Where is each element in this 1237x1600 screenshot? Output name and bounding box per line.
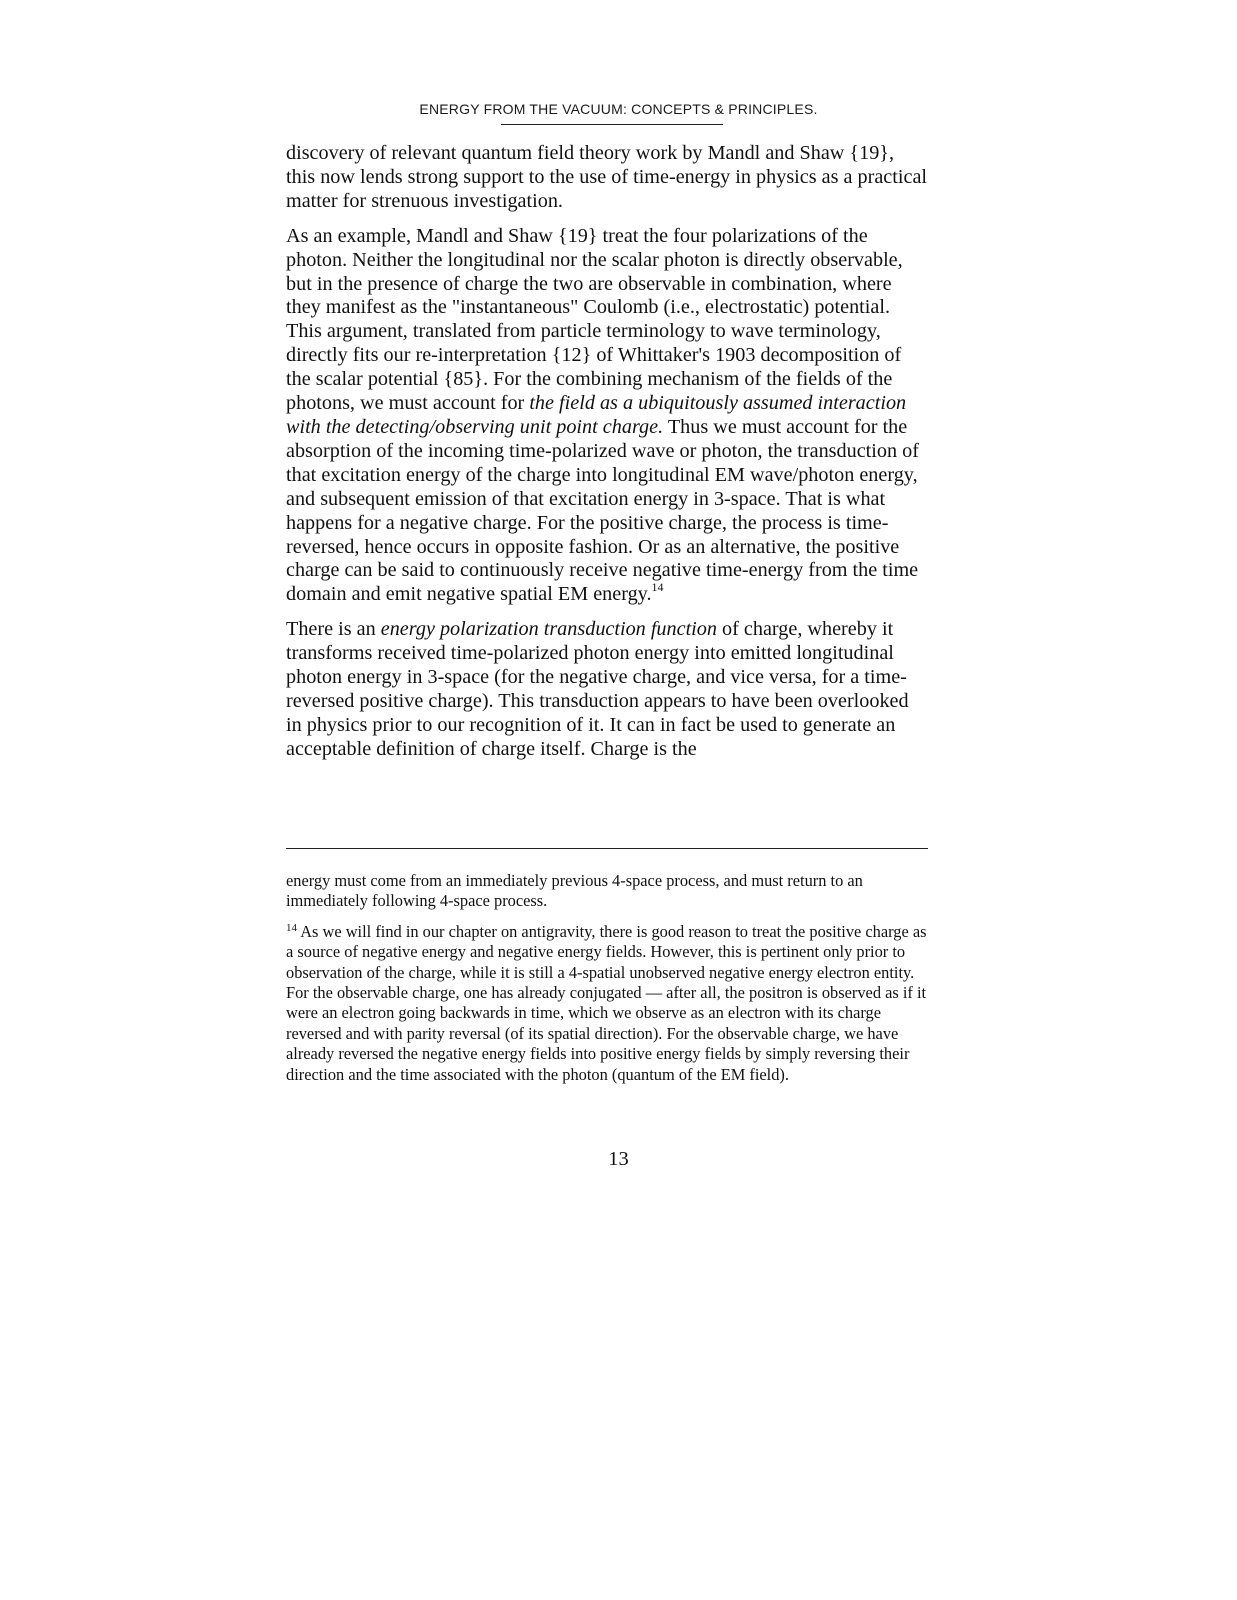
footnote-14 <box>286 922 928 1085</box>
running-header <box>0 101 1237 117</box>
footnote-continued-text: energy must come from an immediately previous 4-space process, and must return to an immediately following 4-space process. <box>286 871 863 911</box>
paragraph-3-text-b: of charge, whereby it transforms received time-polarized photon energy into emitted longitudinal photon energy in 3-space (for the negative charge, and vice versa, for a time-reversed positive charge). This transduction appears to have been overlooked in physics prior to our recognition of it. It can in fact be used to generate an acceptable definition of charge itself. Charge is the <box>286 618 909 760</box>
paragraph-2 <box>286 225 928 608</box>
running-header-title: ENERGY FROM THE VACUUM: CONCEPTS & PRINCIPLES. <box>419 101 818 117</box>
footnote-14-number: 14 <box>286 921 297 934</box>
footnote-separator <box>286 848 928 849</box>
paragraph-3-emphasis: energy polarization transduction function <box>380 618 717 641</box>
paragraph-2-emphasis: the field as a ubiquitously assumed interaction with the detecting/observing unit point charge. <box>286 392 907 438</box>
main-body-text <box>286 142 928 773</box>
header-rule <box>501 124 723 125</box>
paragraph-1-text: discovery of relevant quantum field theory work by Mandl and Shaw {19}, this now lends strong support to the use of time-energy in physics as a practical matter for strenuous investigation. <box>286 142 928 212</box>
page-number-text: 13 <box>608 1148 629 1170</box>
paragraph-3 <box>286 618 928 761</box>
paragraph-2-text-b: Thus we must account for the absorption of the incoming time-polarized wave or photon, the transduction of that excitation energy of the charge into longitudinal EM wave/photon energy, and subsequent emission of that excitation energy in 3-space. That is what happens for a negative charge. For the positive charge, the process is time-reversed, hence occurs in opposite fashion. Or as an alternative, the positive charge can be said to continuously receive negative time-energy from the time domain and emit negative spatial EM energy. <box>286 415 919 606</box>
footnotes <box>286 871 928 1095</box>
footnote-continued <box>286 871 928 912</box>
footnote-14-text: As we will find in our chapter on antigravity, there is good reason to treat the positive charge as a source of negative energy and negative energy fields. However, this is pertinent only prior to observation of the charge, while it is still a 4-spatial unobserved negative energy electron entity. For the observable charge, one has already conjugated — after all, the positron is observed as if it were an electron going backwards in time, which we observe as an electron with its charge reversed and with parity reversal (of its spatial direction). For the observable charge, we have already reversed the negative energy fields into positive energy fields by simply reversing their direction and the time associated with the photon (quantum of the EM field). <box>286 921 927 1084</box>
paragraph-3-text-a: There is an <box>286 618 376 641</box>
footnote-reference-14[interactable]: 14 <box>651 580 664 595</box>
paragraph-1 <box>286 142 928 214</box>
paragraph-2-text-a: As an example, Mandl and Shaw {19} treat the four polarizations of the photon. Neither the longitudinal nor the scalar photon is directly observable, but in the presence of charge the two are observable in combination, where they manifest as the "instantaneous" Coulomb (i.e., electrostatic) potential. This argument, translated from particle terminology to wave terminology, directly fits our re-interpretation {12} of Whittaker's 1903 decomposition of the scalar potential {85}. For the combining mechanism of the fields of the photons, we must account for <box>286 224 903 415</box>
page-number <box>0 1148 1237 1171</box>
